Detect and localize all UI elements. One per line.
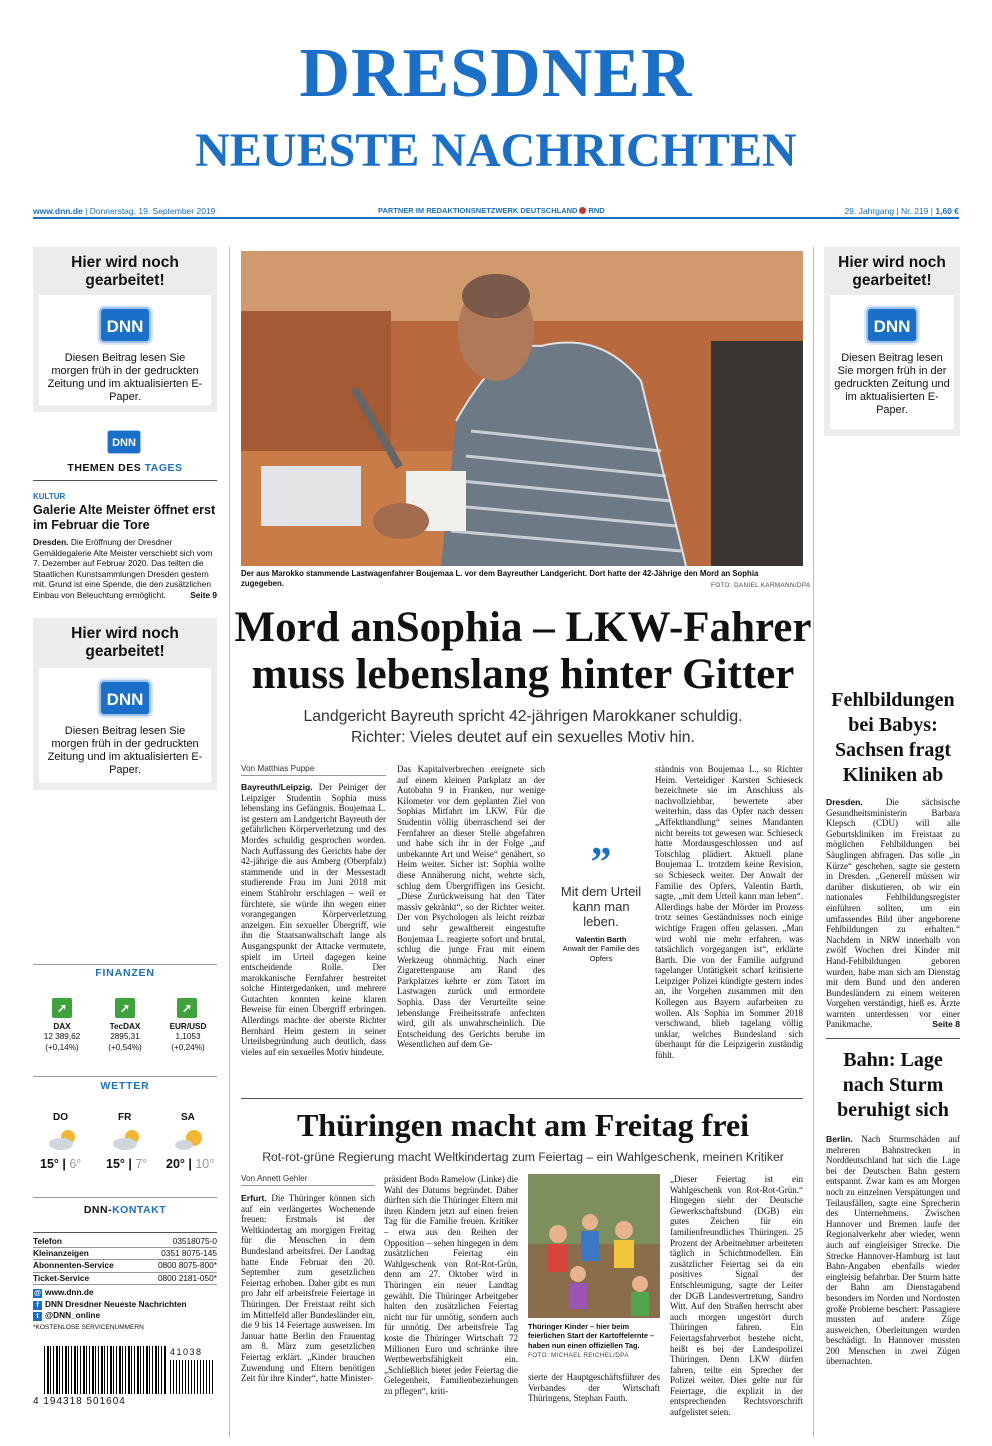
promo-box-3 [824,247,960,436]
column-divider-right [813,247,814,1437]
kontakt-value[interactable]: 0800 8075-800* [157,1260,217,1271]
kontakt-rule-2 [33,1232,217,1233]
kontakt-label: Telefon [33,1236,62,1246]
partner-text: PARTNER IM REDAKTIONSNETZWERK DEUTSCHLAND [378,206,578,215]
dax-up-arrow-icon: ➚ [52,998,72,1018]
dax-change: (+0,14%) [45,1042,79,1052]
wetter-temp-1: 15° | 6° [40,1157,82,1171]
temp-high-1: 15° [40,1157,59,1171]
wetter-temp-3: 20° | 10° [166,1157,215,1171]
kultur-text: Die Eröffnung der Dresdner Gemäldegalerie Alte Meister verschiebt sich vom 7. Dezember auf Februar 2020. Das teilten die Staatlichen Kunstsammlungen Dresden gestern mit. Grund ist eine Spende, die den zusätzlichen Einbau von Beleuchtung ermöglicht. [33,537,213,600]
dax-name: DAX [53,1022,71,1031]
twitter-icon: t [33,1312,42,1321]
masthead-title-line2: NEUESTE NACHRICHTEN [195,124,797,177]
sun-cloud-icon [46,1128,82,1152]
wetter-title: WETTER [100,1080,150,1092]
kontakt-value[interactable]: 03518075-0 [172,1236,217,1246]
kontakt-label: Kleinanzeigen [33,1248,89,1259]
thueringen-subhead: Rot-rot-grüne Regierung macht Weltkindertag zum Feiertag – ein Wahlgeschenk, meinen Kritiker [262,1150,784,1164]
quote-role: Anwalt der Familie des Opfers [562,944,640,963]
temp-low-3: 10° [195,1157,215,1171]
quote-mark-icon: ” [590,840,612,886]
dnn-logo-icon-3: DNN [866,307,918,343]
eurusd-block [159,1022,217,1053]
facebook-icon: f [33,1301,42,1310]
dax-block [33,1022,91,1053]
kultur-dateline: Dresden. [33,537,69,547]
lead-subhead [233,707,813,748]
thueringen-rule [241,1098,803,1099]
kontakt-social [33,1287,217,1333]
masthead-title-line1: DRESDNER [299,35,693,112]
tecdax-value: 2895,31 [110,1032,140,1042]
lead-headline-line2: muss lebenslang hinter Gitter [251,651,795,698]
temp-high-3: 20° [166,1157,185,1171]
lead-dateline: Bayreuth/Leipzig. [241,782,313,792]
promo-body-3 [830,295,954,429]
kontakt-web: www.dnn.de [45,1287,94,1297]
lead-subhead-line1: Landgericht Bayreuth spricht 42-jährigen Marokkaner schuldig. [303,708,743,725]
thueringen-headline[interactable]: Thüringen macht am Freitag frei [296,1107,750,1143]
promo-heading: Hier wird noch gearbeitet! [71,254,179,289]
promo-box-1 [33,247,217,412]
themen-dnn-logo-icon: DNN [107,430,141,454]
fehlbildungen-page-ref: Seite 8 [932,1019,960,1030]
kontakt-title-b: KONTAKT [112,1204,167,1216]
promo-heading-2: Hier wird noch gearbeitet! [71,625,179,660]
kontakt-value[interactable]: 0800 2181-050* [157,1272,217,1283]
kontakt-table [33,1236,217,1285]
lead-author: Von Matthias Puppe [241,764,386,776]
promo-box-2 [33,618,217,790]
themen-des-tages-title [33,462,217,474]
fehlbildungen-text-block [826,797,961,1030]
themen-label-b: TAGES [144,462,183,474]
price: 1,60 € [935,206,959,216]
partner-line [378,206,605,215]
lead-col1-text: Der Peiniger der Leipziger Studentin Sophia muss lebenslang ins Gefängnis. Boujemaa L. ist gestern am Landgericht Bayreuth der gefährlichen Körperverletzung und des Mordes schuldig gesprochen worden. Nach Auffassung des Gerichts habe der 42-jährige die aus Amberg (Oberpfalz) stammende und in der Messestadt studierende Frau im Juni 2018 mit einem Stahlrohr erschlagen – weil er fürchtete, sie würde ihn wegen einer vorangegangen Körperverletzung anzeigen. Ein sexueller Übergriff, wie ihn die Staatsanwaltschaft lange als Ausgangspunkt der Attacke vermutete, spielt im Urteil dagegen keine entscheidende Rolle. Der marokkanische Fernfahrer bestreitet solche Hintergedanken, und mehrere Gutachten konnten keine klaren Beweise für einen Übergriff erbringen. Allerdings machte der oberste Richter Bernhard Heim gestern in seiner Urteilsbegründung auch deutlich, dass vieles auf ein sexuelles Motiv hindeute. [241,782,387,1057]
kontakt-rule [33,1197,217,1198]
sun-cloud-icon-2 [110,1128,146,1152]
thueringen-dateline: Erfurt. [241,1193,267,1203]
dnn-logo-icon-2: DNN [99,680,151,716]
promo-body [39,295,211,405]
wetter-day-2: FR [118,1112,132,1123]
tecdax-name: TecDAX [109,1022,141,1031]
lead-subhead-line2: Richter: Vieles deutet auf ein sexuelles Motiv hin. [351,728,695,746]
lead-photo [241,251,803,566]
lead-headline-line1: Mord anSophia – LKW-Fahrer [234,604,812,651]
website-link[interactable]: www.dnn.de [33,206,83,216]
temp-high-2: 15° [106,1157,125,1171]
themen-rule [33,480,217,481]
thueringen-author: Von Annett Gehler [241,1174,375,1186]
wetter-rule [33,1076,217,1077]
rnd-label: RND [588,206,605,215]
fehlbildungen-headline[interactable]: Fehlbildungen bei Babys: Sachsen fragt Kliniken ab [831,689,955,786]
bahn-rule [826,1038,960,1039]
info-left: www.dnn.de | Donnerstag, 19. September 2019 [33,206,216,216]
thueringen-col1-text: Die Thüringer können sich auf ein verlängertes Wochenende freuen: Erstmals ist der Weltkindertag am morgigen Freitag für die Menschen in dem Bundesland arbeitsfrei. Der Landtag hatte Ende Februar den 20. September zum gesetzlichen Feiertag erhoben. Daher gibt es nun pro Jahr elf arbeitsfreie Feiertage in Thüringen. Der Freistaat reiht sich im Mittelfeld aller Bundesländer ein, die 9 bis 14 Feiertage ausweisen. Im Januar hatte Berlin den Frauentag am 8. März zum gesetzlichen Feiertag erklärt. „Kinder brauchen Zuwendung und Eltern benötigen Zeit für ihre Kinder“, hatte Minister- [241,1193,376,1384]
kontakt-twitter: @DNN_online [45,1310,101,1320]
thueringen-photo [528,1174,660,1318]
lead-column-2: Das Kapitalverbrechen ereignete sich auf einem kleinen Parkplatz an der Autobahn 9 in Franken, nur wenige Kilometer vor dem geplanten Ziel von Sophias Mitfahrt im LKW. Für die Studentin völlig überraschend sei der Fernfahrer an dieser Stelle abgefahren und habe sich ihr in der Folge „auf unbekannte Art und Weise“ genähert, so Heim weiter. Sicher ist: Sophia wollte diese Annäherung nicht, wehrte sich, schlug dem Übergriffigen ins Gesicht. „Diese Zurückweisung hat den Täter massiv gekränkt“, so der Richter weiter. Der von Psychologen als leicht reizbar und sehr gewaltbereit eingestufte Boujemaa L. reagierte sofort und brutal, schlug die junge Frau mit einem Werkzeug ohnmächtig. Nach einer Zigarettenpause am Rand des Parkplatzes kehrte er zum Tatort im Lastwagen zurück und ermordete Sophia. Dass der Verurteilte seine lebenslange Freiheitsstrafe anfechten wird, gilt als unwahrscheinlich. Die Entscheidung des Gerichts beruhe im Wesentlichen auf dem Ge- [397,764,545,1050]
temp-low-1: 6° [69,1157,82,1171]
promo-heading-3: Hier wird noch gearbeitet! [838,254,946,289]
kontakt-row [33,1248,217,1260]
eurusd-value: 1,1053 [175,1032,201,1042]
kontakt-title [33,1204,217,1216]
info-right [844,206,959,216]
temp-low-2: 7° [135,1157,148,1171]
kultur-teaser[interactable] [33,492,217,601]
barcode-addon-number: 41038 [170,1347,203,1357]
themen-label-a: THEMEN DES [67,462,145,474]
eurusd-change: (+0,24%) [171,1042,205,1052]
thueringen-photo-credit: FOTO: MICHAEL REICHEL/DPA [528,1351,629,1359]
wetter-day-1: DO [53,1112,68,1123]
tecdax-up-arrow-icon: ➚ [115,998,135,1018]
kultur-kicker: KULTUR [33,492,66,501]
kultur-headline: Galerie Alte Meister öffnet erst im Februar die Tore [33,503,216,532]
dnn-logo-icon: DNN [99,307,151,343]
sun-cloud-icon-3 [172,1128,208,1152]
kontakt-label: Abonnenten-Service [33,1260,114,1271]
barcode-number: 4 194318 501604 [33,1396,126,1407]
kontakt-title-a: DNN- [83,1204,113,1216]
quote-text: Mit dem Urteil kann man leben. [560,884,642,929]
bahn-headline[interactable]: Bahn: Lage nach Sturm beruhigt sich [837,1049,949,1121]
finanzen-rule [33,964,217,965]
kultur-page-ref: Seite 9 [190,589,217,600]
lead-column-1 [241,782,386,1087]
facebook-row[interactable] [33,1299,217,1311]
kontakt-row [33,1236,217,1248]
tecdax-change: (+0,54%) [108,1042,142,1052]
kultur-text-block [33,537,217,601]
fehlbildungen-text: Die sächsische Gesundheitsministerin Barbara Klepsch (CDU) will alle Geburtskliniken im Freistaat zu möglichen Fehlbildungen bei Säuglingen abfragen. Das solle „in Kürze“ geschehen, sagte sie gestern in Dresden. „Generell müssen wir darüber diskutieren, ob wir ein nationales Fehlbildungsregister einführen sollten, um ein umfassendes Bild über angeborene Fehlbildungen zu erhalten.“ Nachdem in NRW innerhalb von zwölf Wochen drei Kinder mit Hand-Fehlbildungen geboren wurden, habe man sich am Dienstag mit dem Bund und den anderen Bundesländern zu einem weiteren Vorgehen verständigt, hieß es. Ärzte warnten unterdessen vor einer Panikmache. [826,797,961,1030]
barcode-bars [44,1346,166,1394]
thueringen-caption-text: Thüringer Kinder – hier beim feierlichen Start der Kartoffelernte – haben nun einen offiziellen Tag. [528,1322,655,1350]
bahn-text-block [826,1134,960,1409]
lead-column-4: ständnis von Boujemaa L., so Richter Heim. Verteidiger Karsten Schieseck bezeichnete sie im Anschluss als nachvollziehbar, bewertete aber weiterhin, dass das Opfer nach dessen „Affekthandlung“ seines Mandanten nicht bereits tot gewesen war. Schieseck hatte Mordausgeschlossen und auf Totschlag plädiert. Aktuell plane Boujemaa L. trotzdem keine Revision, so Schieseck weiter. Der Anwalt der Familie des Opfers, Valentin Barth, sagte, „mit dem Urteil kann man leben“. Allerdings habe der Mörder im Prozess trotz seines Geständnisses noch einige wichtige Fragen offen gelassen. „Man wird wohl nie mehr erfahren, was tatsächlich vorgegangen ist“, erklärte Barth. Die von der Familie aufgrund tagelanger Untätigkeit scharf kritisierte Leipziger Polizei kündigte gestern indes an, ihr Vorgehen zusammen mit den Kollegen aus Bayern aufarbeiten zu wollen. Als Sophia im Sommer 2018 verschwand, blieb tagelang völlig unklar, welches Bundesland sich überhaupt für die Leipzigerin zuständig fühlt. [655,764,803,1061]
bahn-dateline: Berlin. [826,1134,853,1144]
kontakt-row [33,1273,217,1285]
lead-photo-caption: Der aus Marokko stammende Lastwagenfahrer Boujemaa L. vor dem Bayreuther Landgericht. Dort hatte der 42-Jährige den Mord an Sophia zugegeben. [241,569,759,588]
kontakt-label: Ticket-Service [33,1272,90,1283]
fehlbildungen-dateline: Dresden. [826,797,863,807]
column-divider-left [229,247,230,1437]
wetter-temp-2: 15° | 7° [106,1157,148,1171]
globe-icon: @ [34,1290,41,1297]
kontakt-facebook: DNN Dresdner Neueste Nachrichten [45,1298,187,1309]
thueringen-column-2: präsident Bodo Ramelow (Linke) die Wahl des Datums begründet. Daher dürften sich die Thüringer Eltern mit ihren Kindern jetzt auf einen freien Tag für die Familie freuen. Kritiker – etwa aus den Reihen der Opposition – sehen hingegen in dem zusätzlichen Feiertag ein Wahlgeschenk von Rot-Rot-Grün, denn am 27. Oktober wird in Thüringen ein neuer Landtag gewählt. Die Thüringer Arbeitgeber halten den zusätzlichen Feiertag nicht nur für unnötig, sondern auch für unnötig. Der arbeitsfreie Tag koste die Thüringer Wirtschaft 72 Millionen Euro und schränke ihre Wettbewerbsfähigkeit ein. „Schließlich bietet jeder Feiertag die Gelegenheit, Familienbeziehungen zu pflegen“, kriti- [384,1174,518,1396]
web-row[interactable] [33,1287,217,1299]
lead-headline[interactable] [233,604,813,698]
kontakt-footnote: *KOSTENLOSE SERVICENUMMERN [33,1323,144,1331]
thueringen-column-3: sierte der Hauptgeschäftsführer des Verbandes der Wirtschaft Thüringens, Stephan Fauth. [528,1372,660,1404]
promo-body-2 [39,668,211,783]
thueringen-column-1 [241,1193,375,1405]
lead-photo-credit: FOTO: DANIEL KARMANN/DPA [711,582,811,589]
quote-author: Valentin Barth [575,935,627,944]
eurusd-name: EUR/USD [169,1022,207,1031]
finanzen-title: FINANZEN [95,967,155,979]
thueringen-photo-caption [528,1322,660,1360]
quote-box [555,840,647,963]
issue-number: 29. Jahrgang | Nr. 219 | [844,206,933,216]
barcode-addon-bars [170,1360,214,1394]
kontakt-row [33,1260,217,1272]
promo-text-3: Diesen Beitrag lesen Sie morgen früh in der gedruckten Zeitung und im aktualisierten E-Paper. [834,352,950,416]
eurusd-up-arrow-icon: ➚ [177,998,197,1018]
twitter-row[interactable] [33,1310,217,1322]
bahn-text: Nach Sturmschäden auf mehreren Bahnstrecken in Norddeutschland hat sich die Lage bei der Deutschen Bahn gestern entspannt. Zwar kam es am Morgen noch zu einzelnen Verspätungen und Teilausfällen, sagte eine Sprecherin des Unternehmens. Zwischen Hannover und Bremen laufe der Regionalverkehr aber wieder, wenn auch auf eingleisiger Strecke. Die Strecke Hannover-Hamburg ist laut Bahn-Angaben ebenfalls wieder eingleisig befahrbar. Der Sturm hatte der Bahn am Dienstagabend besonders im Norden und Nordosten große Probleme beschert: Passagiere mussten auf andere Züge ausweichen, Oberleitungen wurden beschädigt. In Hannover mussten 200 Menschen in zwei Zügen übernachten. [826,1134,960,1367]
rnd-logo-icon [579,207,586,214]
promo-text-2: Diesen Beitrag lesen Sie morgen früh in der gedruckten Zeitung und im aktualisierten E-Paper. [47,725,203,776]
tecdax-block [96,1022,154,1053]
promo-text: Diesen Beitrag lesen Sie morgen früh in der gedruckten Zeitung und im aktualisierten E-Paper. [47,352,203,403]
thueringen-column-4: „Dieser Feiertag ist ein Wahlgeschenk von Rot-Rot-Grün.“ Hingegen sieht der Deutsche Gewerkschaftsbund (DGB) ein gutes Zeichen für ein familienfreundliches Thüringen. 25 Prozent der Arbeitnehmer arbeiteten täglich in Schichtmodellen. Ein zusätzlicher Feiertag sei da ein positives Signal der Entschleunigung, sagte der Leiter der DGB Landesvertretung, Sandro Witt. Auf den Straßen herrscht aber auch morgen ungestört durch Thüringen fahren. Ein Feiertagsfahrverbot bestehe nicht, heißt es bei der Landespolizei Thüringen. Denn LKW dürfen fahren, teilte ein Sprecher der Polizei weiter. Dies gelte nur für Feiertage, die explizit in der entsprechenden Rechtsvorschrift aufgelistet seien. [670,1174,803,1418]
wetter-day-3: SA [181,1112,195,1123]
dax-value: 12 389,62 [43,1032,81,1042]
kontakt-value[interactable]: 0351 8075-145 [161,1248,217,1259]
info-bar [33,205,959,219]
issue-date: Donnerstag, 19. September 2019 [89,206,216,216]
